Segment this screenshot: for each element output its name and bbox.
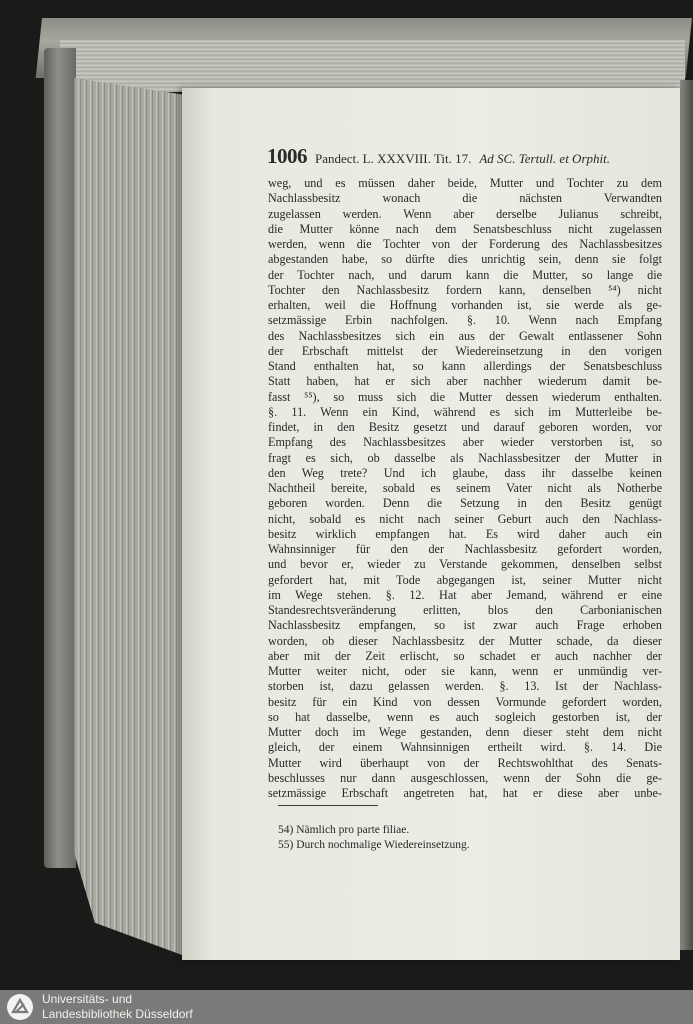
running-head: Pandect. L. XXXVIII. Tit. 17. (315, 151, 472, 166)
text-line: findet, in den Besitz gesetzt und darauf geboren worden, vor (268, 420, 662, 434)
text-line: Wahnsinniger für den der Nachlassbesitz gefordert worden, (268, 542, 662, 556)
page-stack-top (60, 40, 685, 92)
text-line: den Weg trete? Und ich glaube, dass ihr dasselbe keinen (268, 465, 662, 480)
text-line: so hat dasselbe, wenn es auch sogleich gestorben ist, der (268, 709, 662, 724)
text-line: und bevor er, wieder zu Verstande gekommen, denselben selbst (268, 557, 662, 572)
text-line: §. 11. Wenn ein Kind, während es sich im Mutterleibe be- (268, 404, 662, 419)
text-line: Mutter wird überhaupt von der Rechtswohlthat des Senats- (268, 755, 662, 770)
text-line: Mutter weiter nicht, oder sie kann, wenn er unmündig ver- (268, 664, 662, 678)
text-line: Empfang des Nachlassbesitzes aber wieder verstorben ist, so (268, 435, 662, 450)
footnotes (278, 823, 658, 853)
text-line: der Erbschaft mittelst der Wiedereinsetzung in den vorigen (268, 343, 662, 358)
text-line: die Mutter könne nach dem Senatsbeschluss nicht zugelassen (268, 221, 662, 236)
text-line: nicht, sobald es nicht nach seiner Geburt auch den Nachlass- (268, 511, 662, 526)
text-line: Statt haben, hat er sich aber nachher wiederum damit be- (268, 374, 662, 389)
library-name-line-2: Landesbibliothek Düsseldorf (42, 1006, 193, 1021)
library-name (42, 992, 193, 1021)
text-line: weg, und es müssen daher beide, Mutter und Tochter zu dem (268, 176, 662, 190)
text-line: Standesrechtsveränderung erlitten, blos den Carbonianischen (268, 603, 662, 617)
page-edges (74, 78, 190, 958)
text-line: Nachtheil bereite, sobald es seinem Vater nicht als Notherbe (268, 481, 662, 495)
text-line: Tochter den Nachlassbesitz fordern kann, denselben ⁵⁴) nicht (268, 282, 662, 297)
text-line: Mutter doch im Wege gestanden, denn dieser steht dem nicht (268, 725, 662, 739)
text-line: Nachlassbesitz wonach die nächsten Verwandten (268, 191, 662, 206)
text-line: der Tochter nach, und darum kann die Mutter, so lange die (268, 267, 662, 282)
text-line: Stand enthalten hat, so kann allerdings der Senatsbeschluss (268, 359, 662, 373)
page-header (267, 144, 672, 166)
text-line: beschlusses nur dann ausgeschlossen, wenn der Sohn die ge- (268, 770, 662, 785)
book-spine (44, 48, 76, 868)
text-line: fragt es sich, ob dasselbe als Nachlassbesitzer der Mutter in (268, 450, 662, 465)
body-text (268, 176, 662, 801)
text-line: gleich, der einem Wahnsinnigen ertheilt wird. §. 14. Die (268, 740, 662, 755)
text-line: des Nachlassbesitzes sich ein aus der Gewalt entlassener Sohn (268, 328, 662, 343)
text-line: geboren worden. Denn die Setzung in den Besitz genügt (268, 496, 662, 511)
text-line: abgestanden habe, so dürfte dies unrichtig sein, denn sie folgt (268, 252, 662, 267)
text-line: Nachlassbesitz empfangen, so ist zwar auch Frage erhoben (268, 618, 662, 633)
page-number: 1006 (267, 144, 307, 168)
library-footer (0, 990, 693, 1024)
text-line: storben ist, dazu gelassen werden. §. 13. Ist der Nachlass- (268, 679, 662, 694)
text-line: setzmässige Erbschaft angetreten hat, hat er diese aber unbe- (268, 786, 662, 800)
text-line: setzmässige Erbin nachfolgen. §. 10. Wenn nach Empfang (268, 313, 662, 328)
ulb-logo-icon (6, 993, 34, 1021)
text-line: fasst ⁵⁵), so muss sich die Mutter dessen wiederum enthalten. (268, 389, 662, 404)
text-line: besitz für ein Kind von dessen Vormunde gefordert worden, (268, 694, 662, 709)
library-name-line-1: Universitäts- und (42, 992, 133, 1006)
footnote-rule (278, 805, 378, 806)
book-page (182, 88, 680, 960)
text-line: worden, ob dieser Nachlassbesitz der Mutter schade, da dieser (268, 633, 662, 648)
text-line: erhalten, weil die Hoffnung vorhanden ist, sie werde als ge- (268, 298, 662, 312)
text-line: zugelassen werden. Wenn aber derselbe Julianus schreibt, (268, 206, 662, 221)
text-line: im Wege stehen. §. 12. Hat aber Jemand, während er eine (268, 587, 662, 602)
book-right-edge (680, 80, 693, 950)
text-line: besitz wirklich empfangen hat. Es wird daher auch ein (268, 526, 662, 541)
text-line: gefordert hat, mit Tode abgegangen ist, seiner Mutter nicht (268, 572, 662, 587)
text-line: aber mit der Zeit erlischt, so schadet er auch nachher der (268, 648, 662, 663)
text-line: werden, wenn die Tochter von der Forderung des Nachlassbesitzes (268, 237, 662, 251)
running-head-title: Ad SC. Tertull. et Orphit. (479, 151, 610, 166)
footnote-55: 55) Durch nochmalige Wiedereinsetzung. (278, 839, 470, 851)
footnote-54: 54) Nämlich pro parte filiae. (278, 824, 410, 836)
